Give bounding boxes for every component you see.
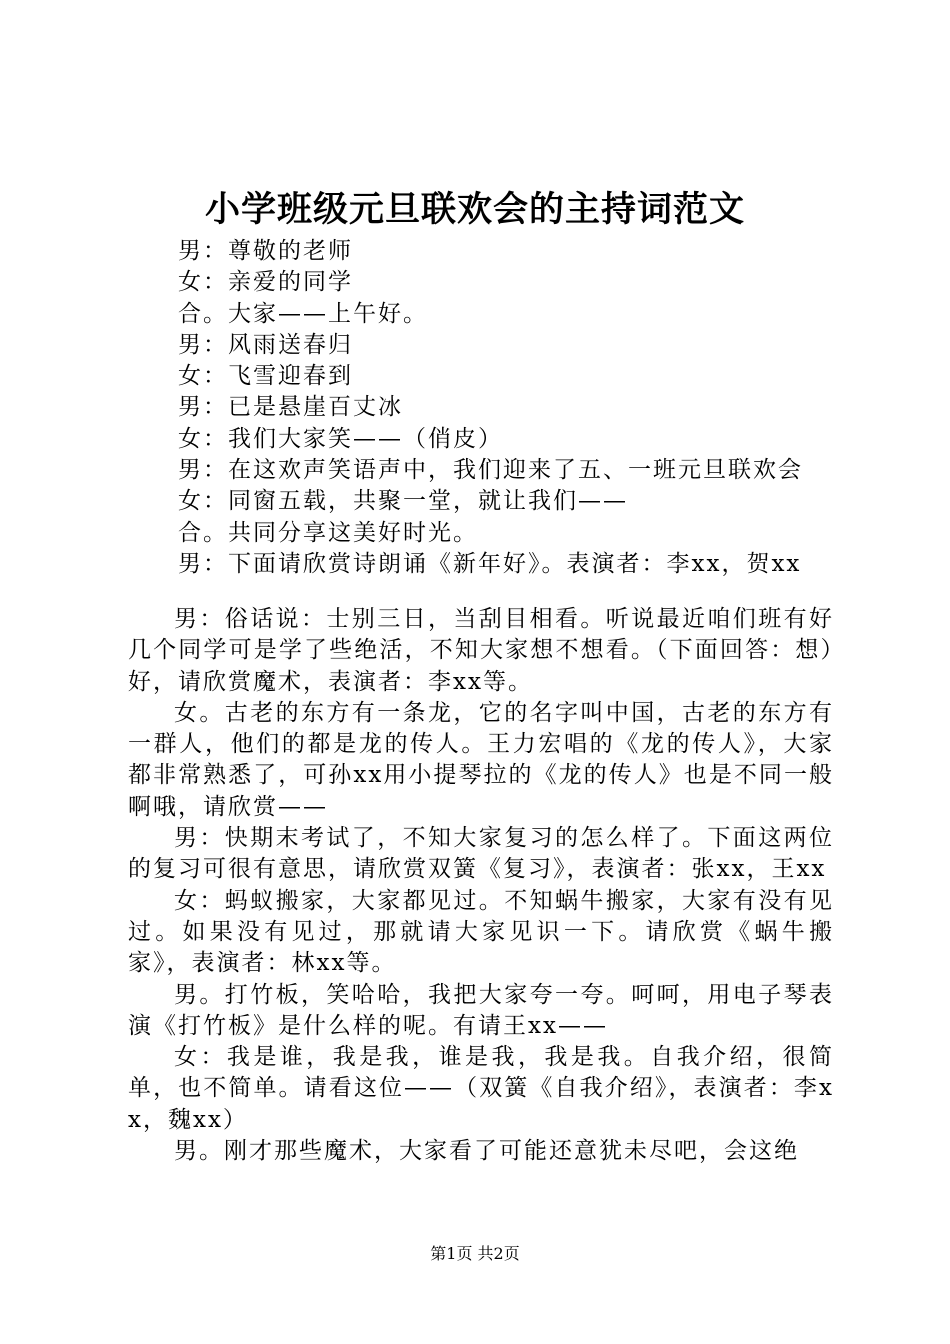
dialogue-line: 男：风雨送春归 (178, 331, 353, 358)
dialogue-block (178, 236, 878, 580)
dialogue-line: 男：在这欢声笑语声中，我们迎来了五、一班元旦联欢会 (178, 457, 803, 484)
dialogue-line: 女：飞雪迎春到 (178, 363, 353, 390)
paragraph: 男：快期末考试了，不知大家复习的怎么样了。下面这两位的复习可很有意思，请欣赏双簧《复习》，表演者：张xx，王xx (128, 825, 834, 883)
page-footer: 第1页 共2页 (430, 1244, 520, 1263)
paragraph: 男。打竹板，笑哈哈，我把大家夸一夸。呵呵，用电子琴表演《打竹板》是什么样的呢。有请王xx—— (128, 981, 834, 1039)
paragraph: 男。刚才那些魔术，大家看了可能还意犹未尽吧，会这绝 (174, 1138, 799, 1165)
dialogue-line: 女：亲爱的同学 (178, 269, 353, 296)
dialogue-line: 女：我们大家笑——（俏皮） (178, 425, 503, 452)
dialogue-line: 合。共同分享这美好时光。 (178, 519, 478, 546)
paragraph: 女：我是谁，我是我，谁是我，我是我。自我介绍，很简单，也不简单。请看这位——（双簧《自我介绍》，表演者：李xx，魏xx） (128, 1044, 834, 1133)
dialogue-line: 男：下面请欣赏诗朗诵《新年好》。表演者：李xx，贺xx (178, 550, 802, 577)
document-title: 小学班级元旦联欢会的主持词范文 (204, 189, 745, 230)
paragraph: 女。古老的东方有一条龙，它的名字叫中国，古老的东方有一群人，他们的都是龙的传人。王力宏唱的《龙的传人》，大家都非常熟悉了，可孙xx用小提琴拉的《龙的传人》也是不同一般啊哦，请欣赏—— (128, 699, 834, 820)
dialogue-line: 男：尊敬的老师 (178, 238, 353, 264)
dialogue-line: 男：已是悬崖百丈冰 (178, 394, 403, 421)
paragraph: 男：俗话说：士别三日，当刮目相看。听说最近咱们班有好几个同学可是学了些绝活，不知大家想不想看。（下面回答：想）好，请欣赏魔术，表演者：李xx等。 (128, 606, 834, 695)
dialogue-line: 合。大家——上午好。 (178, 300, 428, 327)
body-paragraphs (128, 604, 834, 1167)
paragraph: 女：蚂蚁搬家，大家都见过。不知蜗牛搬家，大家有没有见过。如果没有见过，那就请大家见识一下。请欣赏《蜗牛搬家》，表演者：林xx等。 (128, 887, 834, 977)
dialogue-line: 女：同窗五载，共聚一堂，就让我们—— (178, 488, 628, 515)
